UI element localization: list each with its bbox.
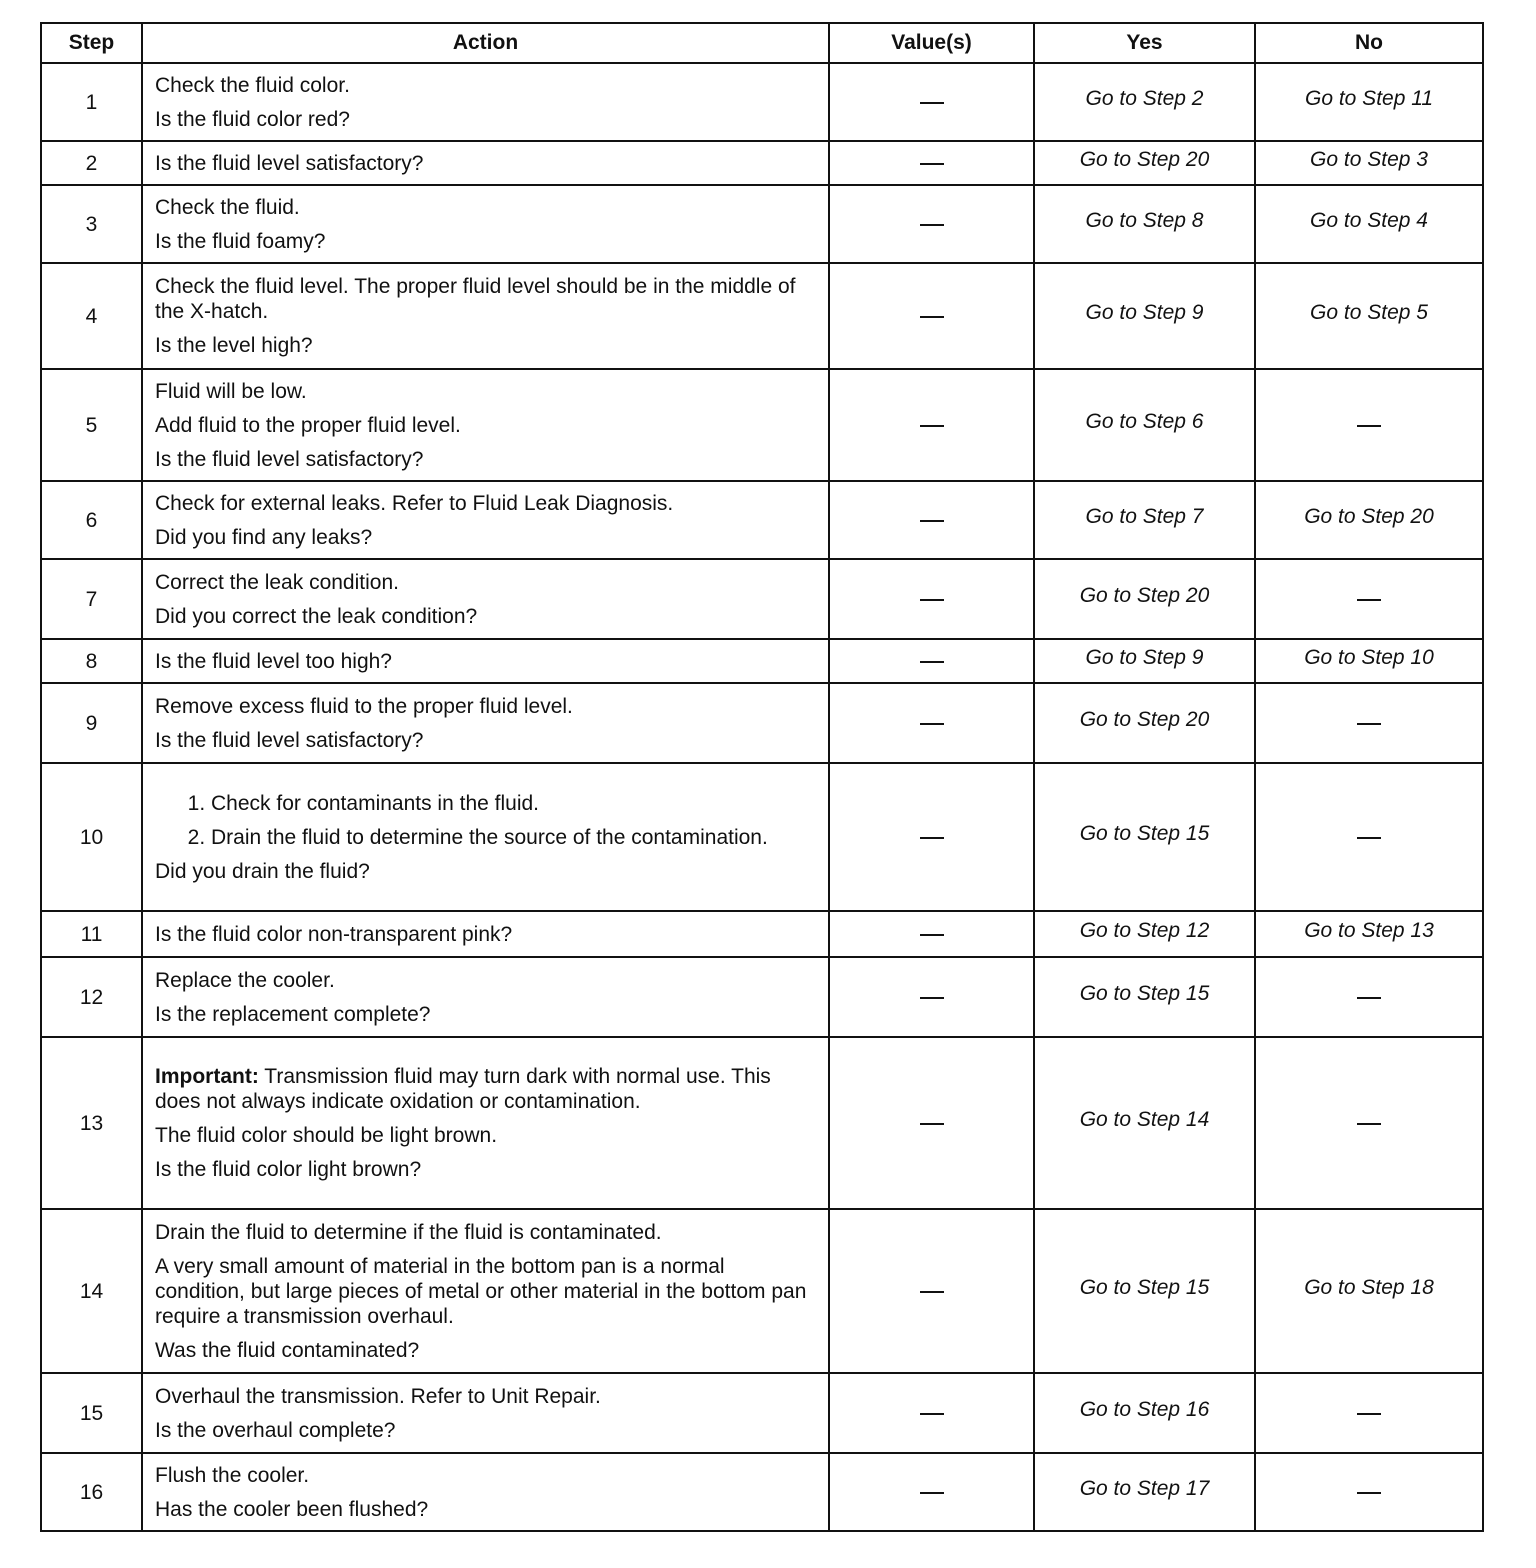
values-cell: [829, 911, 1034, 957]
step-number: 13: [41, 1037, 142, 1209]
dash-mark: [920, 599, 944, 601]
table-row: [41, 63, 1483, 141]
action-text: Is the level high?: [155, 334, 313, 357]
action-paragraph: [155, 922, 816, 947]
table-row: [41, 1037, 1483, 1209]
no-cell-text: Go to Step 20: [1304, 504, 1434, 528]
values-cell: [829, 763, 1034, 911]
action-paragraph: [155, 413, 816, 438]
yes-cell: [1034, 185, 1255, 263]
step-number: 8: [41, 639, 142, 683]
header-no: No: [1255, 23, 1483, 63]
table-row: [41, 639, 1483, 683]
table-row: [41, 559, 1483, 639]
table-row: [41, 957, 1483, 1037]
action-cell: [142, 369, 829, 481]
action-paragraph: [155, 447, 816, 472]
no-cell: [1255, 639, 1483, 683]
yes-cell-text: Go to Step 2: [1085, 86, 1204, 110]
yes-cell: [1034, 911, 1255, 957]
action-paragraph: [155, 274, 816, 324]
yes-cell-text: Go to Step 20: [1079, 147, 1210, 171]
yes-cell-text: Go to Step 12: [1079, 918, 1210, 942]
step-number: 9: [41, 683, 142, 763]
action-list-item: 1. Check for contaminants in the fluid.: [211, 791, 816, 816]
dash-mark: [920, 934, 944, 936]
values-cell: [829, 369, 1034, 481]
action-paragraph: [155, 107, 816, 132]
step-number: 5: [41, 369, 142, 481]
action-list: [155, 791, 816, 850]
action-text: Overhaul the transmission. Refer to Unit Repair.: [155, 1384, 601, 1408]
dash-mark: [920, 425, 944, 427]
dash-mark: [1357, 599, 1381, 601]
action-paragraph: [155, 491, 816, 516]
no-cell: [1255, 185, 1483, 263]
no-cell: [1255, 559, 1483, 639]
action-text: Is the fluid level satisfactory?: [155, 728, 424, 752]
yes-cell-text: Go to Step 9: [1085, 645, 1204, 669]
yes-cell-text: Go to Step 20: [1079, 583, 1210, 607]
no-cell-text: Go to Step 13: [1304, 918, 1434, 942]
values-cell: [829, 559, 1034, 639]
no-cell-text: Go to Step 18: [1304, 1275, 1434, 1299]
diagnostic-table: [40, 22, 1484, 1532]
action-cell: [142, 559, 829, 639]
dash-mark: [920, 224, 944, 226]
dash-mark: [1357, 837, 1381, 839]
step-number: 7: [41, 559, 142, 639]
dash-mark: [920, 661, 944, 663]
no-cell: [1255, 63, 1483, 141]
values-cell: [829, 63, 1034, 141]
action-text: Check the fluid level. The proper fluid level should be in the middle of the X-hatch.: [155, 275, 796, 323]
table-row: [41, 1453, 1483, 1531]
no-cell-text: Go to Step 11: [1304, 86, 1434, 110]
action-paragraph: [155, 1064, 816, 1114]
dash-mark: [1357, 1413, 1381, 1415]
action-text: Did you drain the fluid?: [155, 859, 370, 883]
step-number: 3: [41, 185, 142, 263]
table-row: [41, 141, 1483, 185]
header-values: Value(s): [829, 23, 1034, 63]
action-cell: [142, 683, 829, 763]
action-cell: [142, 763, 829, 911]
action-paragraph: [155, 1002, 816, 1027]
action-text: Is the fluid color red?: [155, 107, 350, 131]
no-cell: [1255, 141, 1483, 185]
action-paragraph: [155, 525, 816, 550]
action-paragraph: [155, 151, 816, 176]
no-cell: [1255, 1373, 1483, 1453]
dash-mark: [920, 837, 944, 839]
yes-cell: [1034, 63, 1255, 141]
no-cell: [1255, 763, 1483, 911]
values-cell: [829, 1373, 1034, 1453]
yes-cell: [1034, 1373, 1255, 1453]
no-cell-text: Go to Step 5: [1310, 300, 1428, 324]
action-cell: [142, 263, 829, 369]
action-paragraph: [155, 1418, 816, 1443]
action-paragraph: [155, 1220, 816, 1245]
action-paragraph: [155, 229, 816, 254]
action-paragraph: [155, 570, 816, 595]
yes-cell-text: Go to Step 15: [1079, 1275, 1210, 1299]
yes-cell-text: Go to Step 15: [1079, 821, 1210, 845]
table-row: [41, 481, 1483, 559]
action-cell: [142, 1037, 829, 1209]
action-text: Check the fluid.: [155, 195, 300, 219]
action-text: Is the fluid foamy?: [155, 229, 326, 253]
table-row: [41, 763, 1483, 911]
yes-cell: [1034, 639, 1255, 683]
no-cell: [1255, 1209, 1483, 1373]
yes-cell: [1034, 481, 1255, 559]
no-cell: [1255, 683, 1483, 763]
table-body: [41, 63, 1483, 1531]
dash-mark: [1357, 1123, 1381, 1125]
action-text: Did you correct the leak condition?: [155, 604, 478, 628]
yes-cell: [1034, 1037, 1255, 1209]
yes-cell: [1034, 369, 1255, 481]
header-step: Step: [41, 23, 142, 63]
action-text: Transmission fluid may turn dark with normal use. This does not always indicate oxidation or contamination.: [155, 1065, 771, 1113]
dash-mark: [1357, 723, 1381, 725]
action-text: Is the fluid level satisfactory?: [155, 151, 424, 175]
action-paragraph: [155, 859, 816, 884]
action-text: Was the fluid contaminated?: [155, 1338, 420, 1362]
dash-mark: [1357, 1492, 1381, 1494]
values-cell: [829, 1037, 1034, 1209]
step-number: 16: [41, 1453, 142, 1531]
action-text: Is the replacement complete?: [155, 1002, 431, 1026]
no-cell-text: Go to Step 10: [1304, 645, 1434, 669]
step-number: 2: [41, 141, 142, 185]
no-cell: [1255, 263, 1483, 369]
action-cell: [142, 63, 829, 141]
action-paragraph: [155, 1463, 816, 1488]
action-paragraph: [155, 1384, 816, 1409]
yes-cell-text: Go to Step 17: [1079, 1476, 1210, 1500]
yes-cell: [1034, 683, 1255, 763]
values-cell: [829, 639, 1034, 683]
values-cell: [829, 141, 1034, 185]
action-cell: [142, 911, 829, 957]
action-cell: [142, 141, 829, 185]
dash-mark: [920, 316, 944, 318]
values-cell: [829, 185, 1034, 263]
action-paragraph: [155, 379, 816, 404]
action-text: A very small amount of material in the bottom pan is a normal condition, but large pieces of metal or other material in the bottom pan require a transmission overhaul.: [155, 1254, 807, 1328]
no-cell: [1255, 957, 1483, 1037]
dash-mark: [920, 1123, 944, 1125]
dash-mark: [1357, 997, 1381, 999]
header-action: Action: [142, 23, 829, 63]
action-cell: [142, 481, 829, 559]
step-number: 14: [41, 1209, 142, 1373]
yes-cell: [1034, 1209, 1255, 1373]
no-cell: [1255, 369, 1483, 481]
action-text: Is the overhaul complete?: [155, 1418, 396, 1442]
dash-mark: [920, 1492, 944, 1494]
action-text: Is the fluid level satisfactory?: [155, 447, 424, 471]
values-cell: [829, 683, 1034, 763]
action-paragraph: [155, 649, 816, 674]
yes-cell-text: Go to Step 9: [1085, 300, 1204, 324]
important-label: Important:: [155, 1065, 259, 1088]
yes-cell-text: Go to Step 7: [1085, 504, 1204, 528]
table-row: [41, 1209, 1483, 1373]
yes-cell-text: Go to Step 16: [1079, 1397, 1210, 1421]
yes-cell-text: Go to Step 6: [1085, 409, 1204, 433]
yes-cell-text: Go to Step 15: [1079, 981, 1210, 1005]
yes-cell: [1034, 1453, 1255, 1531]
no-cell-text: Go to Step 4: [1310, 208, 1428, 232]
action-text: Is the fluid level too high?: [155, 649, 392, 673]
action-paragraph: [155, 195, 816, 220]
action-text: Flush the cooler.: [155, 1463, 310, 1487]
table-row: [41, 263, 1483, 369]
no-cell: [1255, 911, 1483, 957]
step-number: 15: [41, 1373, 142, 1453]
action-cell: [142, 1209, 829, 1373]
step-number: 4: [41, 263, 142, 369]
dash-mark: [920, 997, 944, 999]
action-cell: [142, 1373, 829, 1453]
no-cell: [1255, 1037, 1483, 1209]
action-paragraph: [155, 1157, 816, 1182]
action-text: Replace the cooler.: [155, 968, 335, 992]
action-paragraph: [155, 1123, 816, 1148]
header-row: [41, 23, 1483, 63]
step-number: 12: [41, 957, 142, 1037]
action-cell: [142, 1453, 829, 1531]
step-number: 6: [41, 481, 142, 559]
table-row: [41, 369, 1483, 481]
action-text: Add fluid to the proper fluid level.: [155, 413, 461, 437]
action-paragraph: [155, 333, 816, 358]
step-number: 1: [41, 63, 142, 141]
dash-mark: [1357, 425, 1381, 427]
values-cell: [829, 481, 1034, 559]
action-paragraph: [155, 728, 816, 753]
dash-mark: [920, 520, 944, 522]
dash-mark: [920, 1291, 944, 1293]
action-text: Correct the leak condition.: [155, 570, 399, 594]
yes-cell-text: Go to Step 20: [1079, 707, 1210, 731]
dash-mark: [920, 163, 944, 165]
action-paragraph: [155, 1338, 816, 1363]
action-text: Is the fluid color light brown?: [155, 1158, 422, 1181]
dash-mark: [920, 723, 944, 725]
yes-cell: [1034, 263, 1255, 369]
yes-cell-text: Go to Step 14: [1079, 1107, 1210, 1131]
action-text: Is the fluid color non-transparent pink?: [155, 922, 513, 946]
action-cell: [142, 957, 829, 1037]
action-text: The fluid color should be light brown.: [155, 1124, 498, 1147]
no-cell-text: Go to Step 3: [1310, 147, 1428, 171]
action-text: Check for external leaks. Refer to Fluid Leak Diagnosis.: [155, 491, 674, 515]
action-cell: [142, 185, 829, 263]
action-text: Fluid will be low.: [155, 379, 307, 403]
table-row: [41, 683, 1483, 763]
action-paragraph: [155, 968, 816, 993]
dash-mark: [920, 1413, 944, 1415]
yes-cell: [1034, 141, 1255, 185]
action-text: Check the fluid color.: [155, 73, 350, 97]
values-cell: [829, 263, 1034, 369]
step-number: 10: [41, 763, 142, 911]
action-list-item: 2. Drain the fluid to determine the source of the contamination.: [211, 825, 816, 850]
yes-cell: [1034, 957, 1255, 1037]
yes-cell: [1034, 763, 1255, 911]
action-paragraph: [155, 73, 816, 98]
action-cell: [142, 639, 829, 683]
action-text: Remove excess fluid to the proper fluid level.: [155, 694, 573, 718]
action-text: Has the cooler been flushed?: [155, 1497, 429, 1521]
action-text: Did you find any leaks?: [155, 525, 373, 549]
dash-mark: [920, 102, 944, 104]
table-row: [41, 911, 1483, 957]
values-cell: [829, 1209, 1034, 1373]
step-number: 11: [41, 911, 142, 957]
yes-cell: [1034, 559, 1255, 639]
table-row: [41, 185, 1483, 263]
values-cell: [829, 957, 1034, 1037]
no-cell: [1255, 481, 1483, 559]
no-cell: [1255, 1453, 1483, 1531]
action-paragraph: [155, 1254, 816, 1329]
action-text: Drain the fluid to determine if the fluid is contaminated.: [155, 1220, 662, 1244]
action-paragraph: [155, 1497, 816, 1522]
values-cell: [829, 1453, 1034, 1531]
action-paragraph: [155, 694, 816, 719]
yes-cell-text: Go to Step 8: [1085, 208, 1204, 232]
header-yes: Yes: [1034, 23, 1255, 63]
table-row: [41, 1373, 1483, 1453]
action-paragraph: [155, 604, 816, 629]
